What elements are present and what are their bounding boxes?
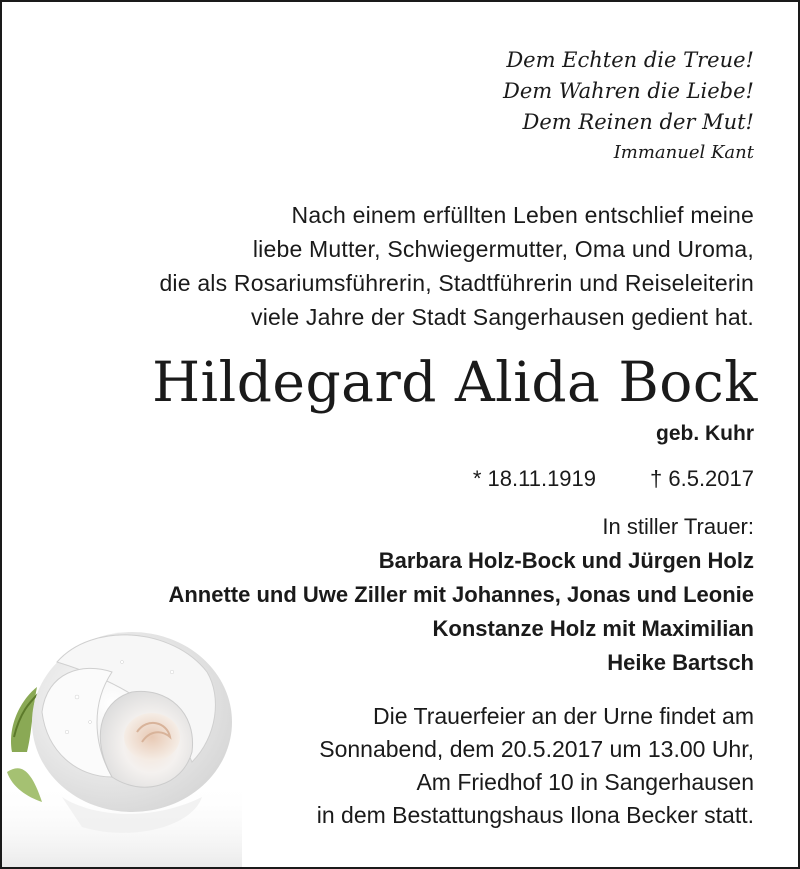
service-line: Sonnabend, dem 20.5.2017 um 13.00 Uhr, <box>319 736 754 762</box>
mourner-name: Heike Bartsch <box>607 650 754 675</box>
quote-line: Dem Reinen der Mut! <box>522 110 754 134</box>
service-line: in dem Bestattungshaus Ilona Becker statt. <box>316 802 754 828</box>
mourner-name: Barbara Holz-Bock und Jürgen Holz <box>378 548 754 573</box>
mourners-heading: In stiller Trauer: <box>602 514 754 539</box>
deceased-name: Hildegard Alida Bock <box>152 350 758 414</box>
intro-line: die als Rosariumsführerin, Stadtführerin und Reiseleiterin <box>159 270 754 296</box>
intro-line: viele Jahre der Stadt Sangerhausen gedient hat. <box>251 304 754 330</box>
birth-date: * 18.11.1919 <box>472 466 597 491</box>
service-line: Die Trauerfeier an der Urne findet am <box>373 703 754 729</box>
death-date: † 6.5.2017 <box>650 466 754 491</box>
mourner-name: Annette und Uwe Ziller mit Johannes, Jonas und Leonie <box>168 582 754 607</box>
quote-line: Dem Echten die Treue! <box>506 48 754 72</box>
intro-line: Nach einem erfüllten Leben entschlief meine <box>291 202 754 228</box>
service-line: Am Friedhof 10 in Sangerhausen <box>416 769 754 795</box>
quote-line: Dem Wahren die Liebe! <box>503 79 754 103</box>
funeral-service-info <box>317 700 754 832</box>
life-dates <box>473 466 754 492</box>
quote-author: Immanuel Kant <box>613 142 754 163</box>
birth-name: geb. Kuhr <box>656 422 754 445</box>
mourner-name: Konstanze Holz mit Maximilian <box>432 616 754 641</box>
kant-quote <box>503 45 754 168</box>
intro-text <box>159 198 754 334</box>
intro-line: liebe Mutter, Schwiegermutter, Oma und Uroma, <box>252 236 754 262</box>
mourners-block <box>168 510 754 680</box>
